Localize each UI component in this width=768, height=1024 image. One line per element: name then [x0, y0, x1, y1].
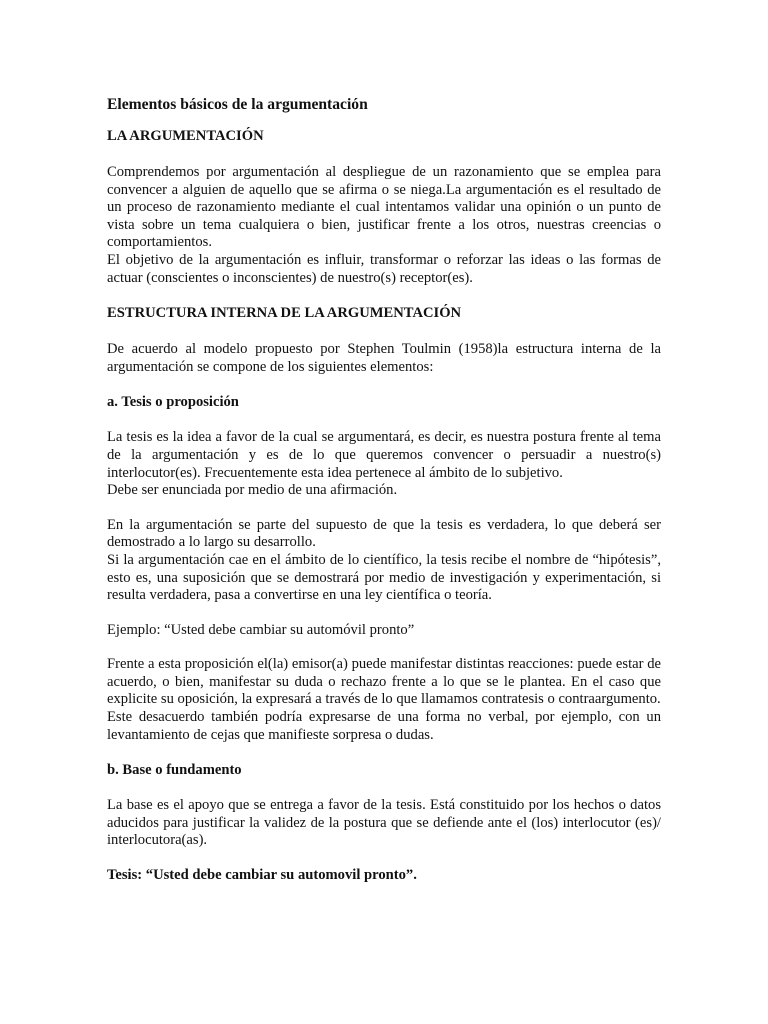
subheading-base: b. Base o fundamento — [107, 762, 242, 779]
paragraph-base-definition: La base es el apoyo que se entrega a favor de la tesis. Está constituido por los hechos o datos aducidos para justificar la validez de la postura que se defiende ante el (los) interlocutor (es)/ interlocutora(as). — [107, 797, 661, 849]
paragraph-tesis-verdadera: En la argumentación se parte del supuesto de que la tesis es verdadera, lo que deberá ser demostrado a lo largo su desarrollo. — [107, 516, 661, 551]
subheading-tesis: a. Tesis o proposición — [107, 394, 239, 411]
paragraph-tesis-definition: La tesis es la idea a favor de la cual se argumentará, es decir, es nuestra postura frente al tema de la argumentación y es de lo que queremos convencer o persuadir a nuestro(s) interlocutor(es). Frecuentemente esta idea pertenece al ámbito de lo subjetivo. — [107, 429, 661, 481]
paragraph-ejemplo: Ejemplo: “Usted debe cambiar su automóvil pronto” — [107, 621, 415, 638]
document-title: Elementos básicos de la argumentación — [107, 96, 368, 113]
document-page — [107, 96, 661, 885]
paragraph-no-verbal: Este desacuerdo también podría expresarse de una forma no verbal, por ejemplo, con un levantamiento de cejas que manifieste sorpresa o dudas. — [107, 709, 661, 743]
paragraph-toulmin: De acuerdo al modelo propuesto por Stephen Toulmin (1958)la estructura interna de la argumentación se compone de los siguientes elementos: — [107, 341, 661, 375]
section-heading-estructura: ESTRUCTURA INTERNA DE LA ARGUMENTACIÓN — [107, 305, 462, 322]
paragraph-objective: El objetivo de la argumentación es influir, transformar o reforzar las ideas o las formas de actuar (conscientes o inconscientes) de nuestro(s) receptor(es). — [107, 251, 661, 286]
section-heading-argumentacion: LA ARGUMENTACIÓN — [107, 128, 264, 144]
paragraph-definition: Comprendemos por argumentación al despliegue de un razonamiento que se emplea para convencer a alguien de aquello que se afirma o se niega.La argumentación es el resultado de un proceso de razonamiento mediante el cual intentamos validar una opinión o un punto de vista sobre un tema cualquiera o bien, justificar frente a los otros, nuestras creencias o comportamientos. — [107, 164, 661, 251]
paragraph-reacciones: Frente a esta proposición el(la) emisor(a) puede manifestar distintas reacciones: puede estar de acuerdo, o bien, manifestar su duda o rechazo frente a lo que se le plantea. En el caso que explicite su oposición, la expresará a través de lo que llamamos contratesis o contraargumento. — [107, 656, 661, 708]
thesis-example-line: Tesis: “Usted debe cambiar su automovil pronto”. — [107, 867, 417, 884]
paragraph-tesis-affirmation: Debe ser enunciada por medio de una afirmación. — [107, 482, 398, 499]
paragraph-hipotesis: Si la argumentación cae en el ámbito de lo científico, la tesis recibe el nombre de “hipótesis”, esto es, una suposición que se demostrará por medio de investigación y experimentación, si resulta verdadera, pasa a convertirse en una ley científica o teoría. — [107, 551, 661, 604]
